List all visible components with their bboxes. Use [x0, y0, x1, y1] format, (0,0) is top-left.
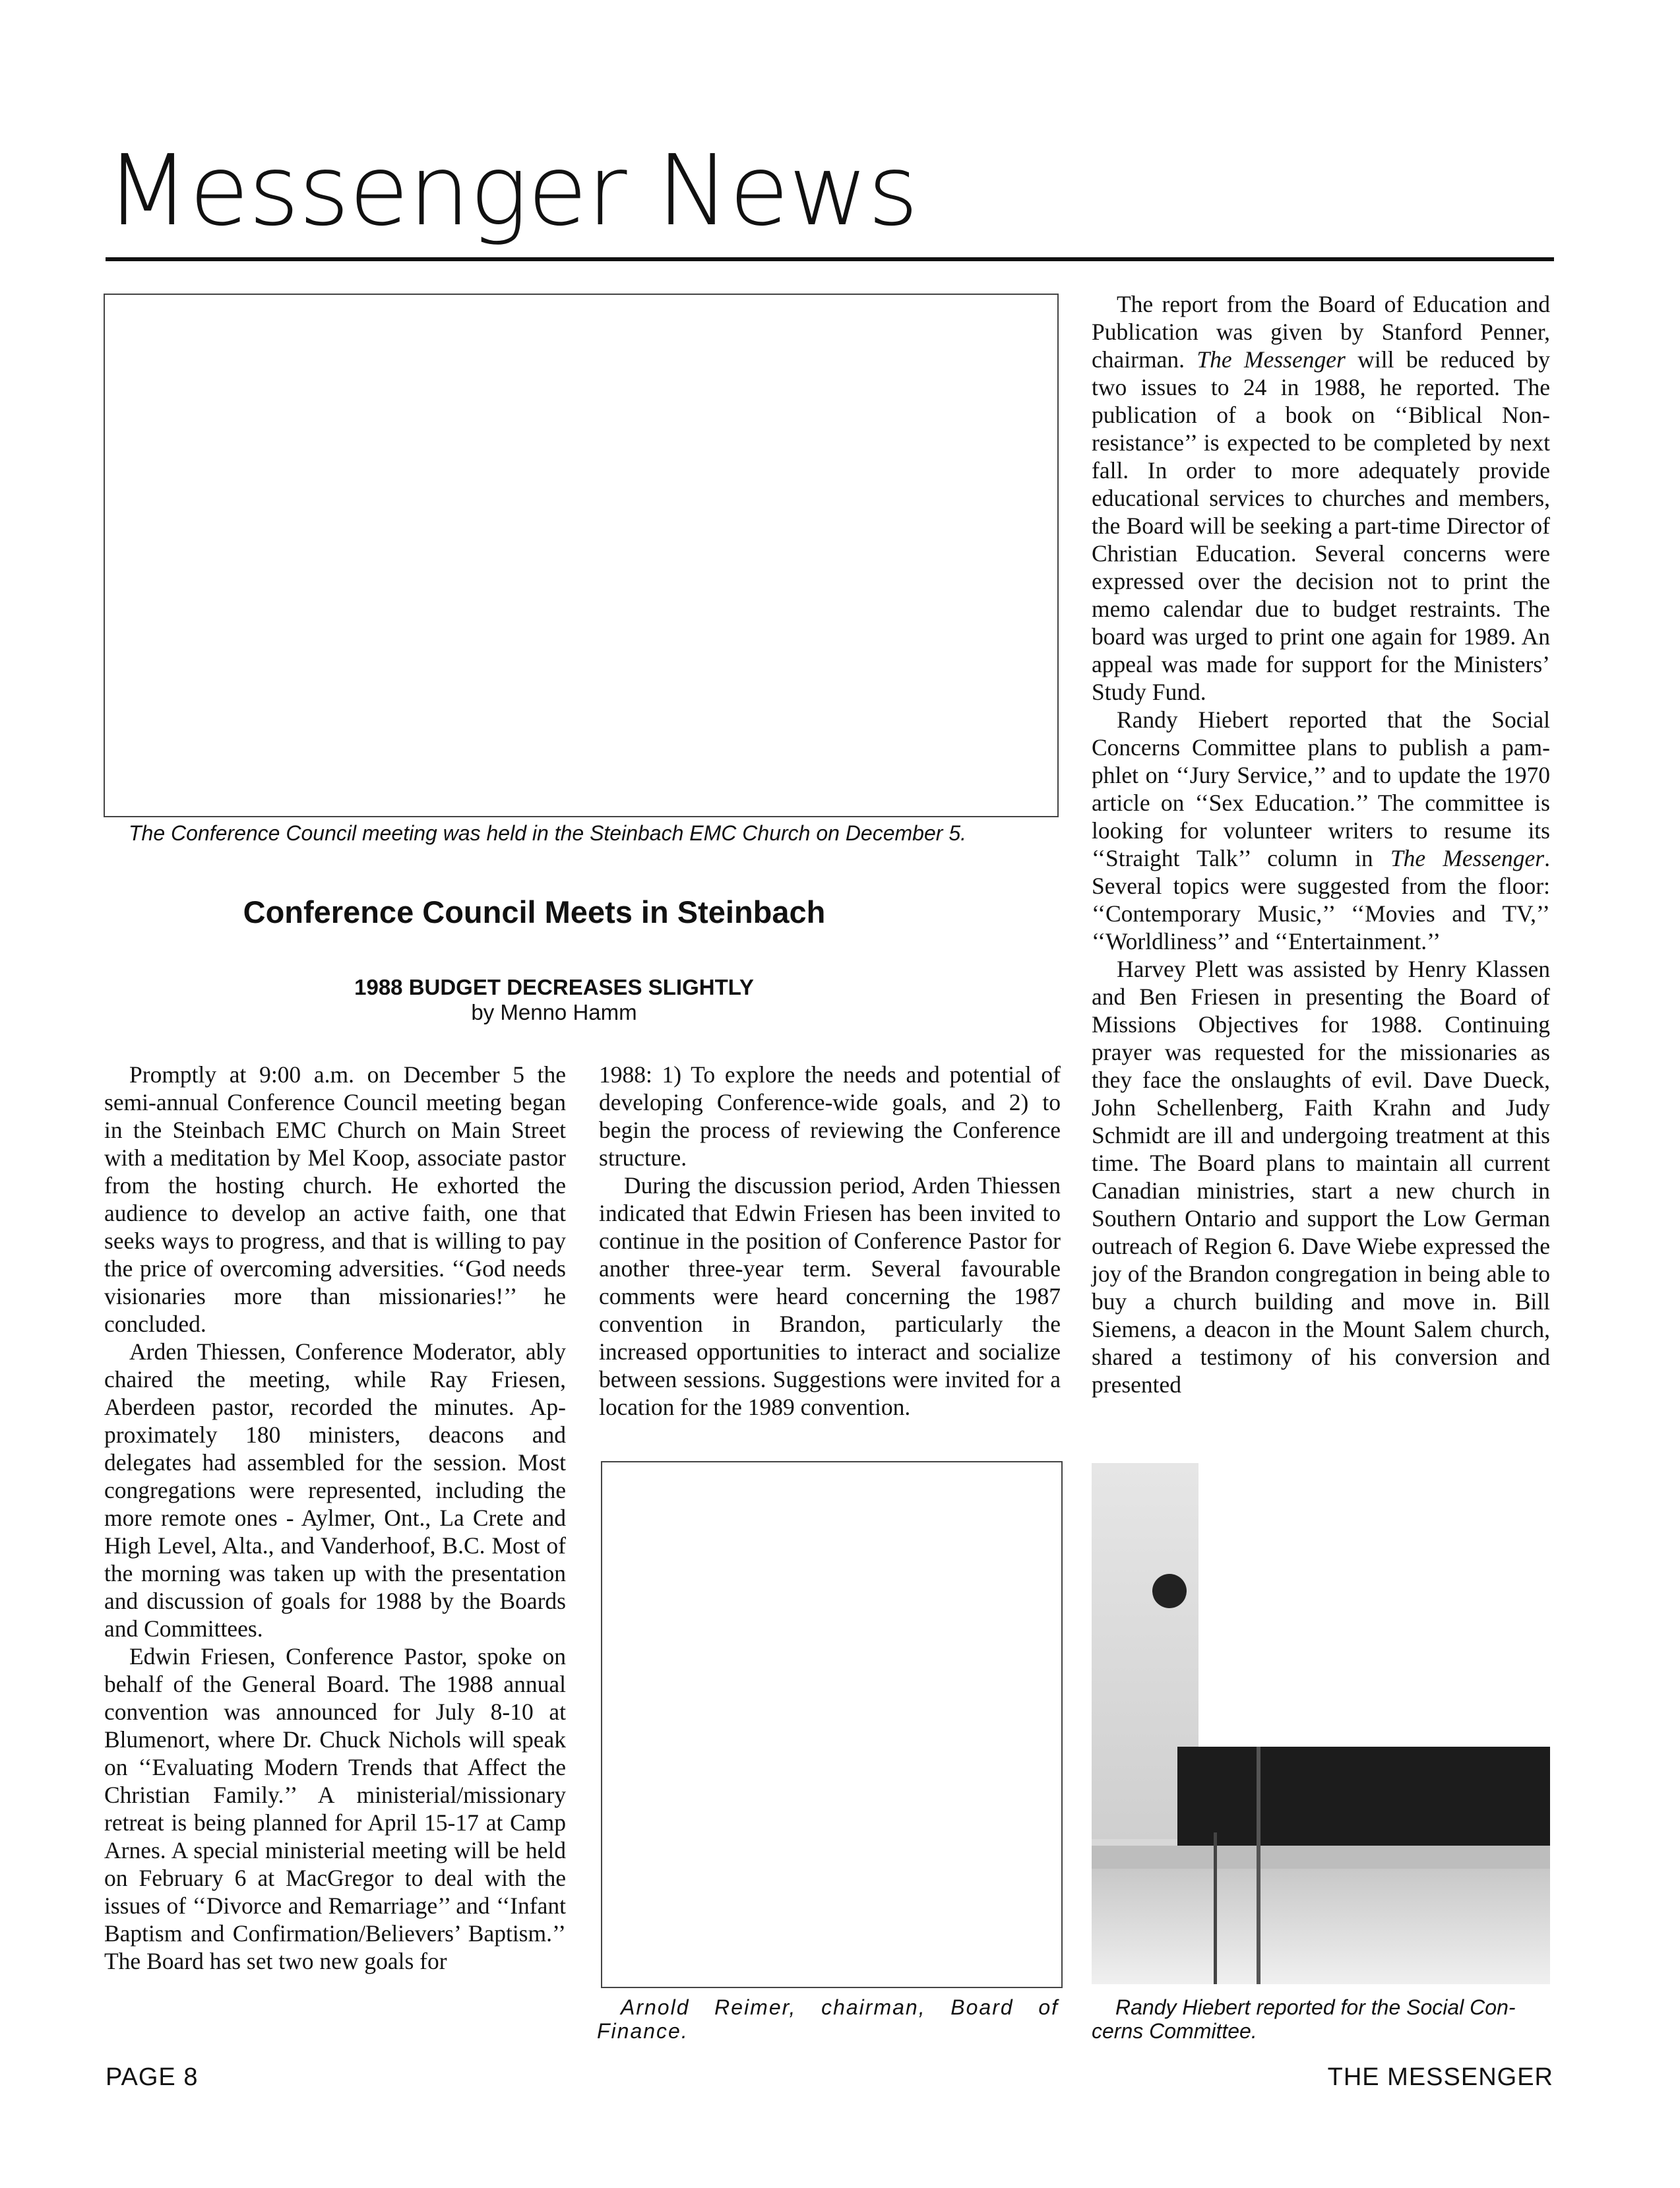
masthead-title: Messenger News [106, 134, 918, 247]
photo-blank-area [1198, 1463, 1550, 1747]
article-column-1 [104, 1061, 566, 1975]
publication-name: THE MESSENGER [1327, 2063, 1553, 2091]
photo-arnold-reimer [601, 1461, 1063, 1988]
paragraph: 1988: 1) To explore the needs and potential of developing Conference-wide goals, and 2) to begin the process of reviewing the Conference structure. [599, 1061, 1061, 1171]
paragraph: Harvey Plett was assisted by Henry Klassen and Ben Friesen in presenting the Board of Missions Objectives for 1988. Continuing prayer was requested for the missionaries as they face the onslaughts of evil. Dave Dueck, John Schellenberg, Faith Krahn and Judy Schmidt are ill and undergoing treatment at this time. The Board plans to maintain all current Canadian ministries, start a new church in Southern Ontario and support the Low German outreach of Region 6. Dave Wiebe expressed the joy of the Brandon congregation in being able to buy a church building and move in. Bill Siemens, a deacon in the Mount Salem church, shared a testimony of his conversion and presented [1092, 956, 1550, 1398]
photo-stand [1257, 1727, 1260, 1984]
photo-caption-2: Arnold Reimer, chairman, Board of Finance. [597, 1995, 1059, 2043]
paragraph: The report from the Board of Education and Publication was given by Stanford Penner, chairman. The Messenger will be reduced by two issues to 24 in 1988, he reported. The publication of a book on ‘‘Biblical Nonresistance’’ is expected to be completed by next fall. In order to more adequately provide educational services to churches and members, the Board will be seeking a part-time Director of Christian Education. Several concerns were expressed over the decision not to print the memo calendar due to budget restraints. The board was urged to print one again for 1989. An appeal was made for support for the Ministers’ Study Fund. [1092, 291, 1551, 705]
article-subhead: 1988 BUDGET DECREASES SLIGHTLY [354, 975, 754, 999]
microphone-icon [1152, 1574, 1187, 1608]
photo-caption-3: Randy Hiebert reported for the Social Concerns Committee. [1092, 1995, 1516, 2043]
paragraph: During the discussion period, Arden Thiessen indicated that Edwin Friesen has been invited to continue in the position of Conference Pastor for another three-year term. Several favourable comments were heard concerning the 1987 convention in Brandon, particularly the increased opportunities to interact and socialize between sessions. Suggestions were invited for a location for the 1989 convention. [599, 1172, 1061, 1420]
article-headline: Conference Council Meets in Steinbach [243, 894, 826, 929]
article-column-3 [1092, 290, 1550, 1398]
photo-randy-hiebert [1092, 1463, 1550, 1984]
paragraph: Arden Thiessen, Conference Moderator, ably chaired the meeting, while Ray Friesen, Aberdeen pastor, recorded the minutes. Approximately 180 ministers, deacons and delegates had assembled for the session. Most congregations were represented, including the more remote ones - Aylmer, Ont., La Crete and High Level, Alta., and Vanderhoof, B.C. Most of the morning was taken up with the presentation and discussion of goals for 1988 by the Boards and Committees. [104, 1338, 566, 1642]
photo-ledge [1092, 1846, 1550, 1869]
paragraph: Edwin Friesen, Conference Pastor, spoke on behalf of the General Board. The 1988 annual convention was announced for July 8-10 at Blumenort, where Dr. Chuck Nichols will speak on ‘‘Evaluating Modern Trends that Affect the Christian Family.’’ A ministerial/missionary retreat is being planned for April 15-17 at Camp Arnes. A special ministerial meeting will be held on February 6 at MacGregor to deal with the issues of ‘‘Divorce and Remarriage’’ and ‘‘Infant Baptism and Confirmation/Believers’ Baptism.’’ The Board has set two new goals for [104, 1643, 566, 1974]
photo-floor [1092, 1869, 1550, 1984]
photo-caption-1: The Conference Council meeting was held in the Steinbach EMC Church on December 5. [129, 821, 966, 845]
masthead-rule [106, 257, 1554, 261]
paragraph: Randy Hiebert reported that the Social Concerns Committee plans to publish a pamphlet on ‘‘Jury Service,’’ and to update the 1970 article on ‘‘Sex Education.’’ The committee is looking for volunteer writers to resume its ‘‘Straight Talk’’ column in The Messenger. Several topics were suggested from the floor: ‘‘Contemporary Music,’’ ‘‘Movies and TV,’’ ‘‘Worldliness’’ and ‘‘Entertainment.’’ [1092, 706, 1550, 954]
photo-stand [1214, 1832, 1217, 1984]
article-column-2 [599, 1061, 1061, 1421]
page-number: PAGE 8 [106, 2063, 199, 2091]
article-byline: by Menno Hamm [471, 1000, 637, 1024]
paragraph: Promptly at 9:00 a.m. on December 5 the semi-annual Conference Council meeting began in the Steinbach EMC Church on Main Street with a meditation by Mel Koop, associate pastor from the hosting church. He exhorted the audience to develop an active faith, one that seeks ways to progress, and that is willing to pay the price of overcoming adversities. ‘‘God needs visionaries more than missionaries!’’ he concluded. [104, 1061, 566, 1337]
photo-conference-council [104, 294, 1059, 817]
